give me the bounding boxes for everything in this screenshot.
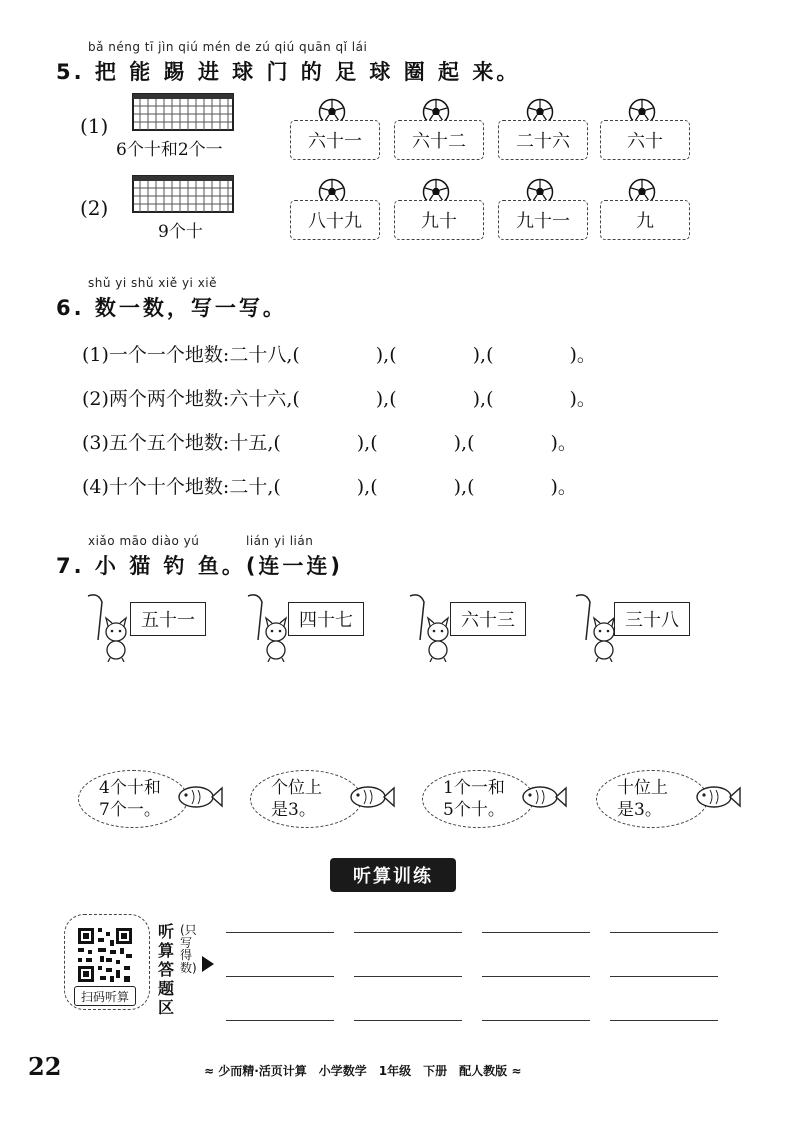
cat-sign[interactable]: 六十三 [450, 602, 526, 636]
q7-title: 7. 小 猫 钓 鱼。(连一连) [56, 554, 344, 578]
fish-card-1[interactable] [78, 770, 188, 828]
answer-line[interactable] [354, 976, 462, 977]
q6-line-2[interactable]: (2)两个两个地数:六十六,( ),( ),( )。 [82, 388, 596, 410]
answer-line[interactable] [226, 976, 334, 977]
ball-option[interactable]: 二十六 [498, 120, 588, 160]
ball-option[interactable]: 九十一 [498, 200, 588, 240]
answer-line[interactable] [610, 1020, 718, 1021]
fish-card-3[interactable] [422, 770, 534, 828]
q5-row1-goal-caption: 6个十和2个一 [116, 140, 223, 160]
goal-net-icon [132, 174, 234, 214]
q5-title: 5. 把 能 踢 进 球 门 的 足 球 圈 起 来。 [56, 60, 521, 84]
answer-line[interactable] [482, 976, 590, 977]
cat-fishing-icon [244, 592, 294, 662]
cat-fishing-icon [406, 592, 456, 662]
q5-pinyin: bǎ néng tī jìn qiú mén de zú qiú quān qǐ lái [88, 40, 368, 54]
q6-line-1[interactable]: (1)一个一个地数:二十八,( ),( ),( )。 [82, 344, 596, 366]
fish-icon [520, 782, 568, 812]
goal-net-icon [132, 92, 234, 132]
answer-line[interactable] [610, 976, 718, 977]
fish-line: 十位上 [617, 778, 668, 798]
footer-text: ≈ 少而精·活页计算 小学数学 1年级 下册 配人教版 ≈ [204, 1064, 522, 1078]
ball-option[interactable]: 九十 [394, 200, 484, 240]
answer-line[interactable] [482, 932, 590, 933]
fish-line: 5个十。 [443, 800, 505, 820]
fish-line: 是3。 [617, 800, 662, 820]
q6-line-3[interactable]: (3)五个五个地数:十五,( ),( ),( )。 [82, 432, 577, 454]
q5-row2-label: (2) [80, 196, 109, 220]
answer-line[interactable] [226, 1020, 334, 1021]
arrow-right-icon [202, 956, 214, 972]
cat-fishing-icon [84, 592, 134, 662]
q6-line-4[interactable]: (4)十个十个地数:二十,( ),( ),( )。 [82, 476, 577, 498]
fish-icon [694, 782, 742, 812]
page-number: 22 [28, 1052, 62, 1081]
fish-line: 7个一。 [99, 800, 161, 820]
ball-option[interactable]: 六十二 [394, 120, 484, 160]
q7-pinyin-1: xiǎo māo diào yú [88, 534, 200, 548]
listening-banner: 听算训练 [330, 858, 456, 892]
answer-line[interactable] [610, 932, 718, 933]
q5-row1-label: (1) [80, 114, 109, 138]
fish-icon [348, 782, 396, 812]
answer-line[interactable] [226, 932, 334, 933]
qr-caption[interactable]: 扫码听算 [74, 986, 136, 1006]
ball-option[interactable]: 八十九 [290, 200, 380, 240]
answer-line[interactable] [482, 1020, 590, 1021]
fish-line: 是3。 [271, 800, 316, 820]
answer-area-label: 听算答题区 [158, 922, 175, 1017]
cat-sign[interactable]: 五十一 [130, 602, 206, 636]
cat-sign[interactable]: 四十七 [288, 602, 364, 636]
fish-icon [176, 782, 224, 812]
answer-area-note: (只写得数) [180, 923, 197, 975]
fish-line: 个位上 [271, 778, 322, 798]
fish-card-2[interactable] [250, 770, 362, 828]
fish-line: 4个十和 [99, 778, 161, 798]
answer-line[interactable] [354, 1020, 462, 1021]
answer-line[interactable] [354, 932, 462, 933]
q5-row2-goal-caption: 9个十 [158, 222, 203, 242]
fish-card-4[interactable] [596, 770, 708, 828]
q6-title: 6. 数一数，写一写。 [56, 296, 287, 320]
qr-code-icon[interactable] [76, 926, 134, 984]
fish-line: 1个一和 [443, 778, 505, 798]
ball-option[interactable]: 六十 [600, 120, 690, 160]
q7-pinyin-2: lián yi lián [246, 534, 314, 548]
ball-option[interactable]: 九 [600, 200, 690, 240]
q6-pinyin: shǔ yi shǔ xiě yi xiě [88, 276, 218, 290]
cat-sign[interactable]: 三十八 [614, 602, 690, 636]
ball-option[interactable]: 六十一 [290, 120, 380, 160]
